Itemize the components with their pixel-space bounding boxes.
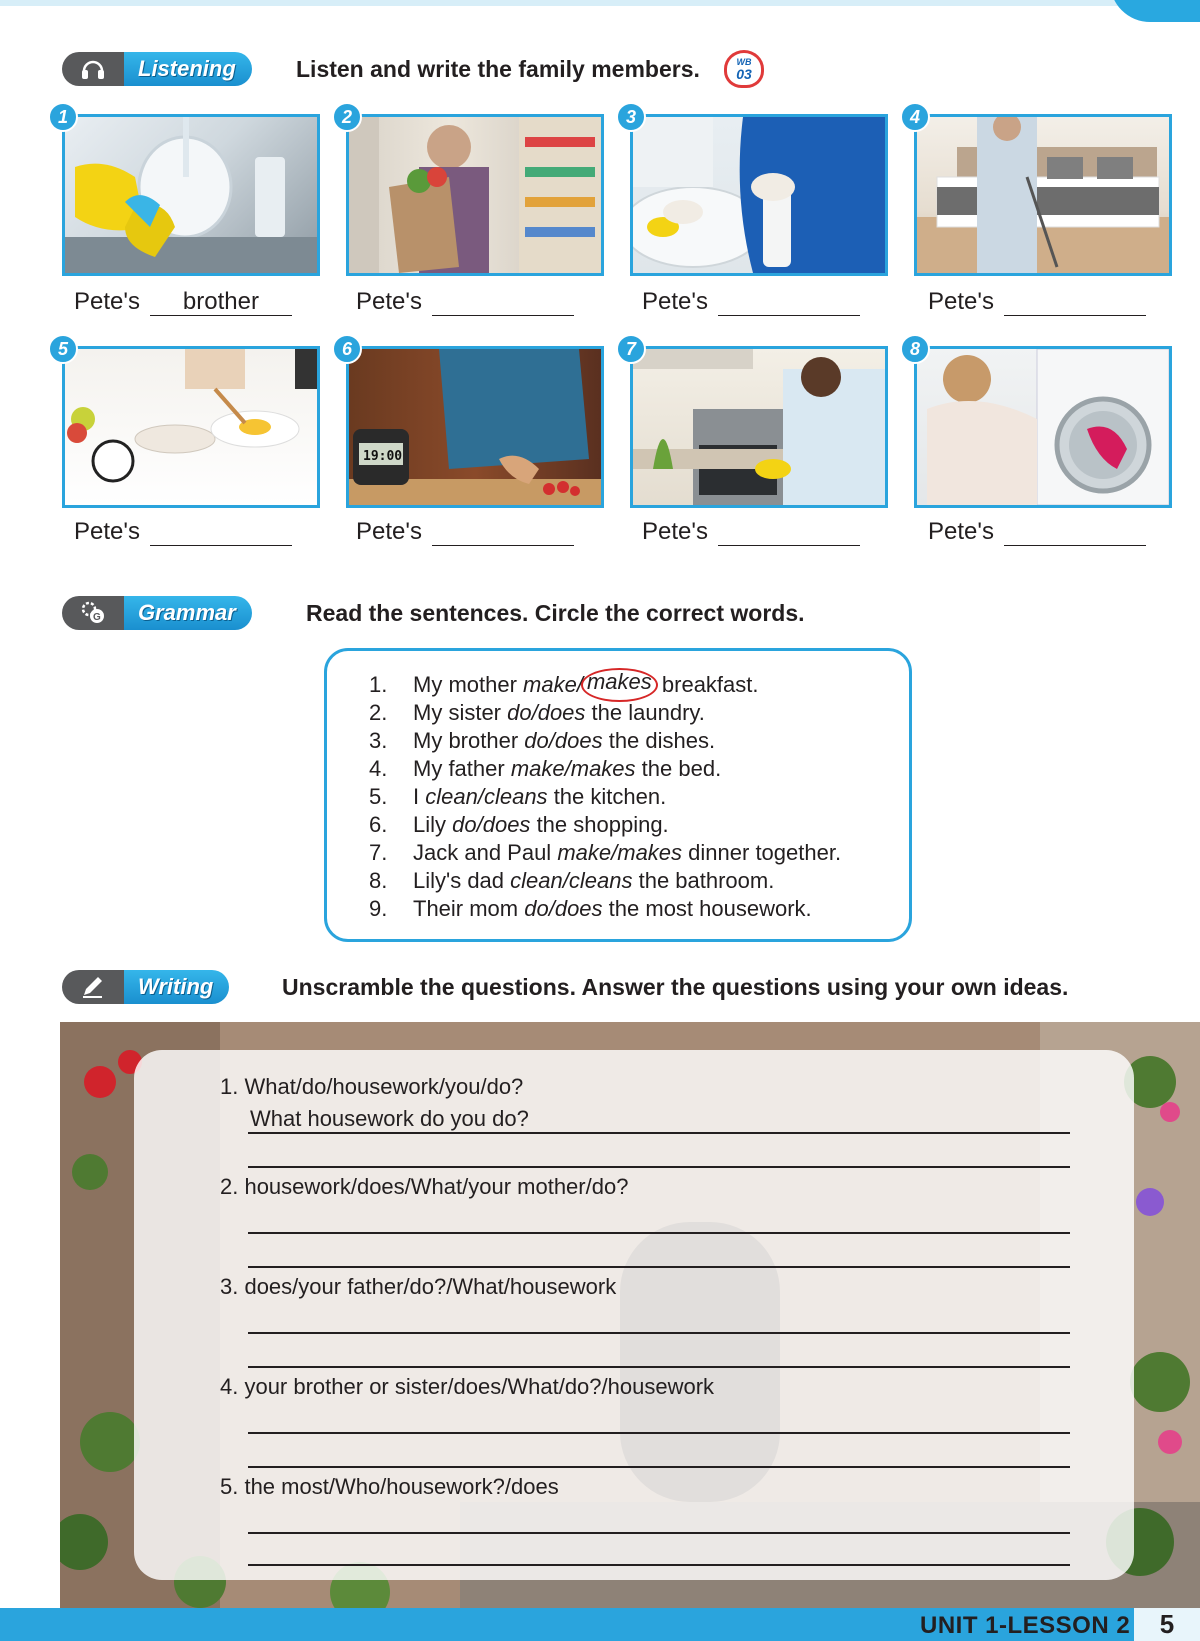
answer-line[interactable] [248,1166,1070,1168]
sentence-number: 8. [369,868,388,893]
sentence-end: the dishes. [608,728,716,753]
word-choice[interactable]: do/does [524,728,603,753]
sentence-number: 5. [369,784,388,809]
top-strip [0,0,1200,6]
answer-row-5 [74,518,292,546]
writing-pill [62,970,229,1004]
answer-prefix: Pete's [642,288,708,315]
answer-row-6 [356,518,574,546]
sentence-start: Their mom [413,896,519,921]
grammar-sentence-3 [369,727,841,755]
headphones-icon [62,52,124,86]
sentence-end: the bed. [641,756,722,781]
answer-blank-5[interactable] [150,518,292,546]
svg-text:G: G [93,612,101,623]
option-makes-circled[interactable]: makes [581,668,658,702]
writing-answer-1[interactable]: What housework do you do? [250,1106,529,1131]
sentence-start: Jack and Paul [413,840,552,865]
word-choice[interactable]: clean/cleans [510,868,633,893]
answer-row-3 [642,288,860,316]
answer-blank-2[interactable] [432,288,574,316]
sentence-end: the bathroom. [638,868,775,893]
answer-line[interactable] [248,1532,1070,1534]
answer-line[interactable] [248,1466,1070,1468]
word-choice[interactable]: do/does [507,700,586,725]
sentence-end: the most housework. [608,896,812,921]
photo-number-5: 5 [48,334,78,364]
grammar-sentence-2 [369,699,841,727]
pencil-icon [62,970,124,1004]
workbook-audio-badge[interactable] [724,50,764,88]
photo-making-breakfast [62,346,320,508]
answer-blank-4[interactable] [1004,288,1146,316]
answer-line[interactable] [248,1366,1070,1368]
sentence-end: the shopping. [536,812,669,837]
answer-prefix: Pete's [928,288,994,315]
sentence-end: the kitchen. [553,784,667,809]
grammar-sentence-6 [369,811,841,839]
sentence-end: dinner together. [688,840,842,865]
answer-row-1 [74,288,292,316]
word-choice[interactable]: make/makes [510,756,636,781]
grammar-label: Grammar [124,596,252,630]
sentence-number: 1. [369,672,388,697]
grammar-sentence-5 [369,783,841,811]
sentence-start: My father [413,756,505,781]
writing-prompt-4: 4. your brother or sister/does/What/do?/housework [220,1374,715,1399]
answer-row-4 [928,288,1146,316]
word-choice[interactable]: do/does [452,812,531,837]
word-choice[interactable]: make/makes [557,840,683,865]
grammar-sentence-8 [369,867,841,895]
listening-pill [62,52,252,86]
sentence-start: Lily's dad [413,868,505,893]
photo-number-4: 4 [900,102,930,132]
photo-number-6: 6 [332,334,362,364]
photo-number-1: 1 [48,102,78,132]
answer-prefix: Pete's [74,288,140,315]
answer-line[interactable] [248,1564,1070,1566]
sentence-start: My sister [413,700,501,725]
grammar-instruction: Read the sentences. Circle the correct words. [306,600,805,626]
writing-prompt-5: 5. the most/Who/housework?/does [220,1474,559,1499]
answer-row-7 [642,518,860,546]
photo-doing-laundry [914,346,1172,508]
answer-blank-1[interactable]: brother [150,288,292,316]
grammar-sentence-1 [369,671,841,699]
photo-number-8: 8 [900,334,930,364]
answer-blank-7[interactable] [718,518,860,546]
page-number: 5 [1134,1608,1200,1641]
word-choice[interactable]: do/does [524,896,603,921]
sentence-number: 9. [369,896,388,921]
answer-line[interactable] [248,1266,1070,1268]
answer-prefix: Pete's [356,288,422,315]
sentence-number: 3. [369,728,388,753]
listening-instruction: Listen and write the family members. [296,56,700,82]
photo-number-2: 2 [332,102,362,132]
sentence-end: breakfast. [661,672,759,697]
option-make[interactable]: make/ [523,672,583,697]
sentence-start: Lily [413,812,447,837]
sentence-number: 2. [369,700,388,725]
answer-prefix: Pete's [356,518,422,545]
photo-vacuuming-bedroom [914,114,1172,276]
listening-header [62,52,782,86]
writing-instruction: Unscramble the questions. Answer the questions using your own ideas. [282,974,1069,1000]
grammar-sentence-7 [369,839,841,867]
sentence-start: My brother [413,728,519,753]
answer-row-2 [356,288,574,316]
sentence-number: 6. [369,812,388,837]
sentence-number: 4. [369,756,388,781]
badge-top-text: WB [736,56,752,67]
answer-line[interactable] [248,1232,1070,1234]
answer-line[interactable] [248,1132,1070,1134]
writing-prompt-3: 3. does/your father/do?/What/housework [220,1274,617,1299]
answer-blank-8[interactable] [1004,518,1146,546]
answer-prefix: Pete's [642,518,708,545]
word-choice[interactable]: clean/cleans [425,784,548,809]
answer-line[interactable] [248,1332,1070,1334]
photo-shopping [346,114,604,276]
answer-row-8 [928,518,1146,546]
sentence-start: My mother [413,672,517,697]
answer-blank-6[interactable] [432,518,574,546]
listening-label: Listening [124,52,252,86]
top-corner-decoration [1110,0,1200,22]
answer-prefix: Pete's [928,518,994,545]
grammar-sentence-list [369,671,841,923]
photo-cleaning-bathroom [630,114,888,276]
footer-unit-label: UNIT 1-LESSON 2 [920,1612,1131,1639]
badge-number: 03 [736,65,752,82]
sentence-number: 7. [369,840,388,865]
grammar-pill [62,596,252,630]
photo-cutting-vegetables [346,346,604,508]
grammar-sentence-9 [369,895,841,923]
answer-line[interactable] [248,1432,1070,1434]
grammar-header [62,596,822,630]
writing-header [62,970,1162,1004]
answer-prefix: Pete's [74,518,140,545]
grammar-sentence-4 [369,755,841,783]
sentence-start: I [413,784,420,809]
photo-cleaning-kitchen [630,346,888,508]
writing-prompt-2: 2. housework/does/What/your mother/do? [220,1174,629,1199]
sentence-end: the laundry. [591,700,705,725]
writing-prompt-1: 1. What/do/housework/you/do? [220,1074,524,1099]
writing-label: Writing [124,970,229,1004]
gear-icon [62,596,124,630]
photo-number-7: 7 [616,334,646,364]
photo-number-3: 3 [616,102,646,132]
answer-blank-3[interactable] [718,288,860,316]
photo-washing-dishes [62,114,320,276]
clock-display: 19:00 [363,449,403,464]
grammar-sentences-box [324,648,912,942]
